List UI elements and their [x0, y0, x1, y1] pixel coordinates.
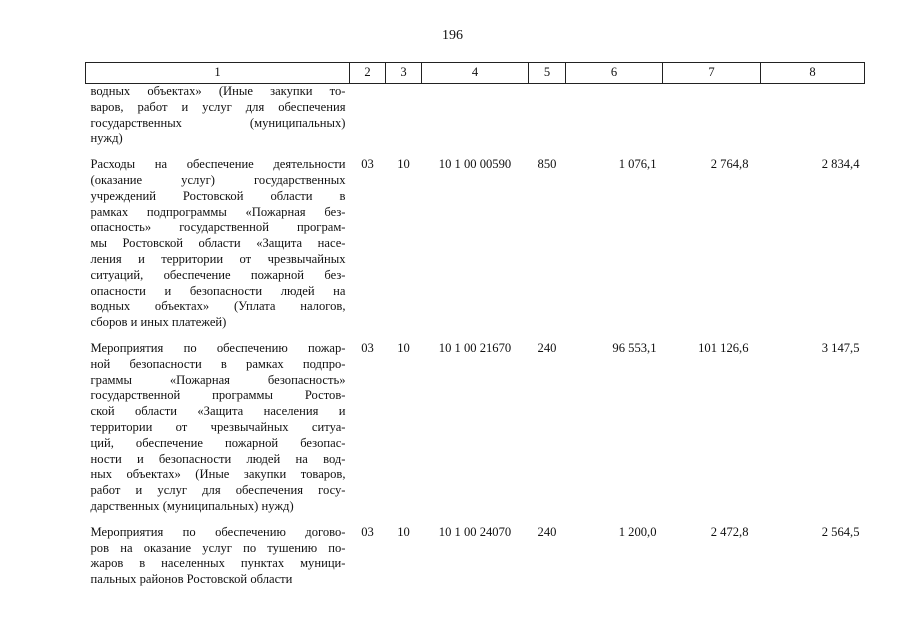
expense-type-code: 850	[537, 157, 557, 172]
description-line: пальных районов Ростовской области	[90, 572, 293, 587]
description-line: дарственных (муниципальных) нужд)	[90, 498, 294, 513]
target-article-code: 10 1 00 24070	[438, 524, 512, 539]
subsection-code	[386, 84, 422, 158]
target-article-code: 10 1 00 21670	[438, 340, 512, 355]
description-line: ности и безопасности людей на вод-	[90, 451, 346, 466]
column-header: 5	[529, 63, 566, 84]
description-line: водных объектах» (Уплата налогов,	[90, 299, 346, 314]
column-header: 1	[86, 63, 350, 84]
column-header: 3	[386, 63, 422, 84]
column-header: 2	[350, 63, 386, 84]
subsection-code: 10	[397, 340, 410, 355]
amount-col8: 3 147,5	[821, 340, 860, 355]
description-line: государственных (муниципальных)	[90, 115, 346, 130]
description-line: ления и территории от чрезвычайных	[90, 251, 346, 266]
description-line: мы Ростовской области «Защита насе-	[90, 236, 346, 251]
description-line: варов, работ и услуг для обеспечения	[90, 99, 346, 114]
description-line: Расходы на обеспечение деятельности	[90, 157, 346, 172]
description-line: сборов и иных платежей)	[90, 315, 227, 330]
description-line: опасность» государственной програм-	[90, 220, 346, 235]
description-line: жаров в населенных пунктах муници-	[90, 556, 346, 571]
section-code: 03	[361, 340, 374, 355]
amount-col8: 2 564,5	[821, 524, 860, 539]
column-header: 8	[761, 63, 865, 84]
description-line: Мероприятия по обеспечению пожар-	[90, 340, 346, 355]
expense-type-code: 240	[537, 524, 557, 539]
description-line: нужд)	[90, 131, 123, 146]
amount-col8: 2 834,4	[821, 157, 860, 172]
description-line: государственной программы Ростов-	[90, 388, 346, 403]
description-line: учреждений Ростовской области в	[90, 188, 346, 203]
budget-table	[85, 62, 865, 598]
row-description	[86, 84, 350, 158]
description-line: ситуаций, обеспечение пожарной без-	[90, 267, 346, 282]
target-article-code: 10 1 00 00590	[438, 157, 512, 172]
amount-col7: 2 472,8	[710, 524, 749, 539]
description-line: водных объектах» (Иные закупки то-	[90, 84, 346, 98]
description-line: (оказание услуг) государственных	[90, 172, 346, 187]
description-line: ций, обеспечение пожарной безопас-	[90, 435, 346, 450]
description-line: ных объектах» (Иные закупки товаров,	[90, 467, 346, 482]
description-line: Мероприятия по обеспечению догово-	[90, 524, 346, 539]
row-description	[86, 525, 350, 598]
target-article-code	[422, 84, 529, 158]
table-row	[86, 341, 865, 525]
subsection-code: 10	[397, 524, 410, 539]
amount-col6: 1 076,1	[618, 157, 657, 172]
description-line: рамках подпрограммы «Пожарная без-	[90, 204, 346, 219]
description-line: граммы «Пожарная безопасность»	[90, 372, 346, 387]
amount-col7	[663, 84, 761, 158]
amount-col6: 1 200,0	[618, 524, 657, 539]
amount-col7: 2 764,8	[710, 157, 749, 172]
description-line: территории от чрезвычайных ситуа-	[90, 419, 346, 434]
table-row	[86, 157, 865, 341]
expense-type-code	[529, 84, 566, 158]
section-code: 03	[361, 157, 374, 172]
description-line: ров на оказание услуг по тушению по-	[90, 540, 346, 555]
description-line: ной безопасности в рамках подпро-	[90, 356, 346, 371]
description-line: работ и услуг для обеспечения госу-	[90, 483, 346, 498]
section-code: 03	[361, 524, 374, 539]
row-description	[86, 157, 350, 341]
table-row	[86, 525, 865, 598]
amount-col8	[761, 84, 865, 158]
section-code	[350, 84, 386, 158]
subsection-code: 10	[397, 157, 410, 172]
row-description	[86, 341, 350, 525]
column-header: 4	[422, 63, 529, 84]
column-header: 7	[663, 63, 761, 84]
expense-type-code: 240	[537, 340, 557, 355]
amount-col6: 96 553,1	[612, 340, 657, 355]
amount-col7: 101 126,6	[698, 340, 749, 355]
table-body	[86, 84, 865, 598]
column-header: 6	[566, 63, 663, 84]
table-header-row	[86, 63, 865, 84]
description-line: опасности и безопасности людей на	[90, 283, 346, 298]
page-number: 196	[442, 28, 463, 43]
amount-col6	[566, 84, 663, 158]
table-row	[86, 84, 865, 158]
description-line: ской области «Защита населения и	[90, 404, 346, 419]
